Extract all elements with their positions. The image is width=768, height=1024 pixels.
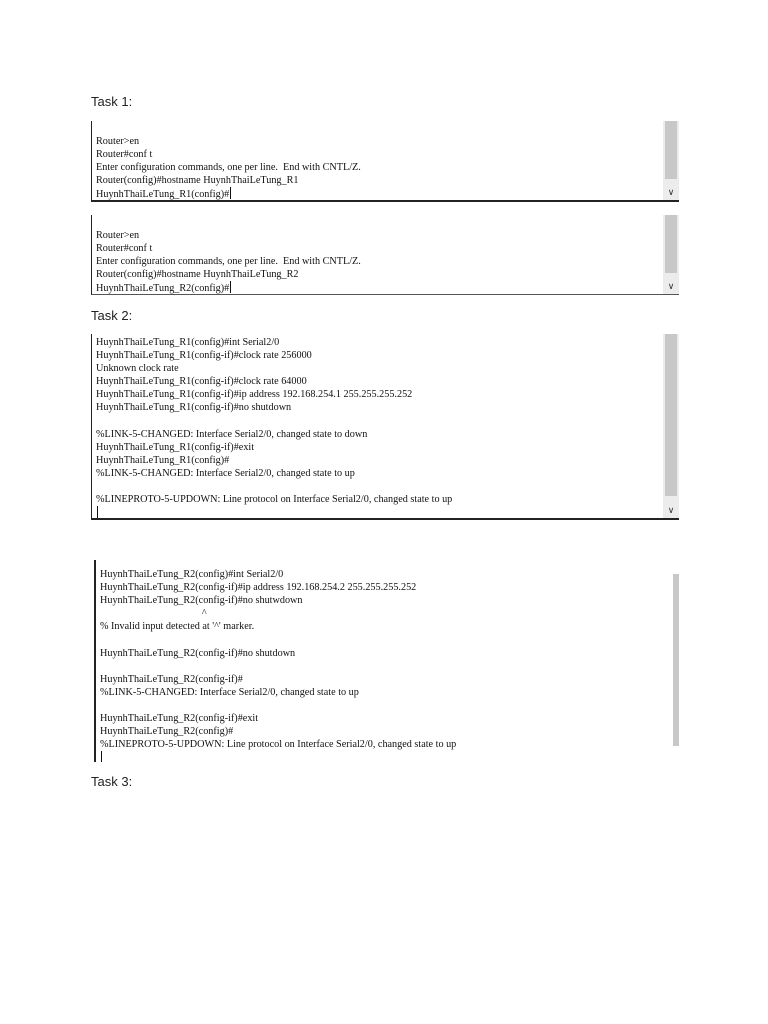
terminal-prompt-line	[100, 751, 660, 762]
terminal-line: Enter configuration commands, one per line. End with CNTL/Z.	[96, 256, 361, 268]
scroll-down-arrow-icon[interactable]: ∨	[667, 282, 675, 292]
terminal-prompt: HuynhThaiLeTung_R1(config)#	[96, 189, 230, 201]
terminal-line: HuynhThaiLeTung_R2(config-if)#no shutdown	[100, 647, 296, 659]
text-cursor	[230, 187, 231, 199]
scroll-down-arrow-icon[interactable]: ∨	[667, 188, 675, 198]
terminal-output	[100, 568, 660, 762]
terminal-line	[100, 699, 660, 712]
terminal-line: Router#conf t	[96, 149, 153, 161]
terminal-line: %LINEPROTO-5-UPDOWN: Line protocol on Interface Serial2/0, changed state to up	[96, 494, 453, 506]
terminal-line: HuynhThaiLeTung_R1(config)#	[96, 454, 230, 466]
terminal-r1-serial-config[interactable]	[91, 334, 679, 520]
text-cursor	[97, 506, 98, 518]
terminal-line	[96, 480, 659, 493]
terminal-prompt-line	[96, 506, 659, 519]
terminal-line: HuynhThaiLeTung_R1(config-if)#exit	[96, 441, 255, 453]
terminal-r2-hostname[interactable]	[91, 215, 679, 295]
task1-heading: Task 1:	[91, 94, 133, 109]
terminal-line: HuynhThaiLeTung_R1(config-if)#clock rate 256000	[96, 350, 312, 362]
terminal-prompt: HuynhThaiLeTung_R2(config)#	[96, 283, 230, 295]
terminal-line: HuynhThaiLeTung_R2(config-if)#no shutwdown	[100, 595, 303, 607]
terminal-line: HuynhThaiLeTung_R2(config-if)#ip address 192.168.254.2 255.255.255.252	[100, 582, 417, 594]
terminal-line: Unknown clock rate	[96, 363, 179, 375]
task3-heading: Task 3:	[91, 774, 133, 789]
terminal-line: Router(config)#hostname HuynhThaiLeTung_R2	[96, 269, 299, 281]
terminal-output	[96, 135, 659, 200]
terminal-line: %LINK-5-CHANGED: Interface Serial2/0, changed state to up	[96, 467, 355, 479]
terminal-prompt-line	[96, 281, 659, 294]
terminal-output	[96, 229, 659, 294]
task2-heading: Task 2:	[91, 308, 133, 323]
text-cursor	[230, 281, 231, 293]
terminal-line: HuynhThaiLeTung_R1(config-if)#ip address 192.168.254.1 255.255.255.252	[96, 389, 413, 401]
terminal-line: HuynhThaiLeTung_R2(config)#	[100, 726, 234, 738]
terminal-line	[100, 633, 660, 646]
scrollbar-thumb[interactable]	[665, 215, 677, 273]
text-cursor	[101, 751, 102, 762]
terminal-line	[96, 415, 659, 428]
scrollbar-thumb[interactable]	[665, 121, 677, 179]
terminal-line: %LINK-5-CHANGED: Interface Serial2/0, changed state to down	[96, 428, 368, 440]
terminal-line: % Invalid input detected at '^' marker.	[100, 621, 255, 633]
vertical-scrollbar[interactable]	[663, 121, 679, 200]
terminal-line: Router#conf t	[96, 243, 153, 255]
terminal-line: HuynhThaiLeTung_R2(config-if)#exit	[100, 713, 259, 725]
scroll-down-arrow-icon[interactable]: ∨	[667, 506, 675, 516]
scrollbar-thumb[interactable]	[673, 574, 679, 746]
terminal-line: HuynhThaiLeTung_R1(config-if)#no shutdown	[96, 402, 292, 414]
scrollbar-thumb[interactable]	[665, 334, 677, 496]
terminal-line: HuynhThaiLeTung_R2(config)#int Serial2/0	[100, 569, 284, 580]
terminal-line: HuynhThaiLeTung_R1(config)#int Serial2/0	[96, 337, 280, 348]
terminal-r2-serial-config[interactable]	[94, 560, 680, 762]
terminal-prompt-line	[96, 187, 659, 200]
vertical-scrollbar[interactable]	[663, 215, 679, 294]
terminal-line: Router>en	[96, 136, 140, 147]
terminal-line: Router(config)#hostname HuynhThaiLeTung_R1	[96, 175, 299, 187]
terminal-line	[100, 660, 660, 673]
terminal-line: Enter configuration commands, one per line. End with CNTL/Z.	[96, 162, 361, 174]
terminal-line: %LINEPROTO-5-UPDOWN: Line protocol on Interface Serial2/0, changed state to up	[100, 739, 457, 751]
terminal-line: ^	[100, 608, 207, 620]
terminal-line: HuynhThaiLeTung_R2(config-if)#	[100, 673, 243, 685]
terminal-line: Router>en	[96, 230, 140, 241]
vertical-scrollbar[interactable]	[672, 560, 680, 762]
vertical-scrollbar[interactable]	[663, 334, 679, 518]
terminal-line: %LINK-5-CHANGED: Interface Serial2/0, changed state to up	[100, 686, 359, 698]
terminal-r1-hostname[interactable]	[91, 121, 679, 202]
terminal-line: HuynhThaiLeTung_R1(config-if)#clock rate 64000	[96, 376, 307, 388]
terminal-output	[96, 336, 659, 519]
